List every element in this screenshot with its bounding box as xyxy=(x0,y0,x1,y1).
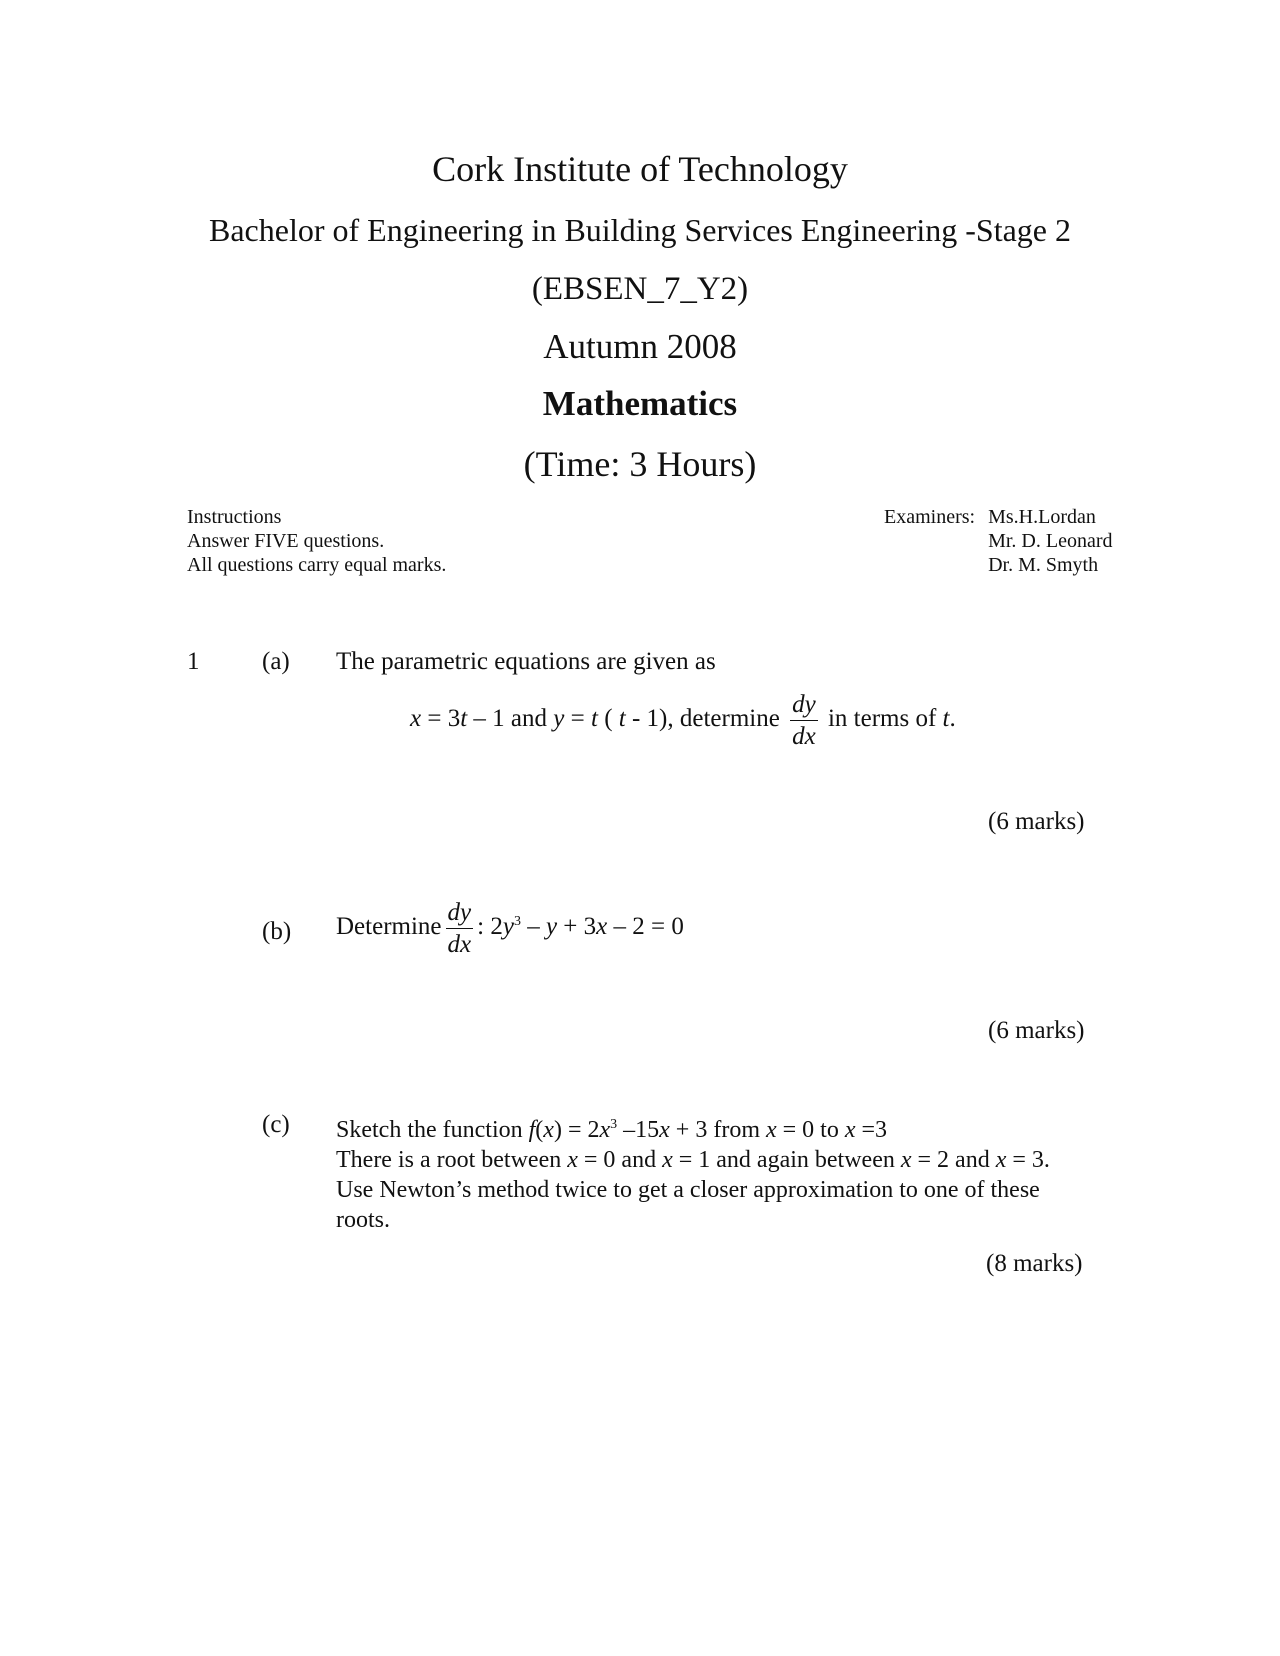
var-y: y xyxy=(545,913,558,941)
part-b-label: (b) xyxy=(262,918,292,945)
eq-text: = 2 and xyxy=(911,1147,996,1173)
eq-text: in terms of xyxy=(827,705,943,733)
fraction-numerator: dy xyxy=(790,692,818,721)
part-c-line-2 xyxy=(336,1145,1050,1175)
subject-title: Mathematics xyxy=(542,384,738,423)
eq-text: ) = 2 xyxy=(553,1117,600,1143)
var-t: t xyxy=(942,705,950,733)
eq-text: =3 xyxy=(855,1117,888,1143)
examiner-name: Dr. M. Smyth xyxy=(988,554,1099,576)
var-f: f xyxy=(528,1117,536,1143)
var-x: x xyxy=(662,1147,673,1173)
part-c-line-3: Use Newton’s method twice to get a closer approximation to one of these xyxy=(336,1177,1040,1203)
eq-text: – 1 and xyxy=(467,705,554,733)
derivative-fraction xyxy=(790,692,818,749)
eq-text: = 3 xyxy=(421,705,461,733)
exam-duration: (Time: 3 Hours) xyxy=(523,444,757,484)
eq-text: ( xyxy=(597,705,619,733)
question-number: 1 xyxy=(187,648,200,675)
part-c-line-4: roots. xyxy=(336,1207,390,1233)
eq-text: There is a root between xyxy=(336,1147,568,1173)
eq-text: = 1 and again between xyxy=(672,1147,901,1173)
var-x: x xyxy=(410,705,422,733)
var-x: x xyxy=(765,1117,777,1143)
var-x: x xyxy=(659,1117,670,1143)
examiner-name: Ms.H.Lordan xyxy=(988,506,1096,528)
instruction-line: Answer FIVE questions. xyxy=(187,530,385,552)
var-t: t xyxy=(460,705,468,733)
var-y: y xyxy=(502,913,514,941)
var-x: x xyxy=(599,1117,611,1143)
examiner-name: Mr. D. Leonard xyxy=(988,530,1113,552)
part-c-text xyxy=(336,1110,1050,1235)
institution-title: Cork Institute of Technology xyxy=(432,149,848,189)
eq-text: ( xyxy=(535,1117,544,1143)
var-t: t xyxy=(591,705,598,733)
var-y: y xyxy=(553,705,565,733)
fraction-denominator: dx xyxy=(792,723,816,750)
eq-text: Determine xyxy=(336,913,442,941)
programme-title: Bachelor of Engineering in Building Services Engineering -Stage 2 xyxy=(209,212,1071,248)
eq-text: : 2 xyxy=(477,913,503,941)
exponent: 3 xyxy=(610,1117,618,1132)
eq-text: = xyxy=(564,705,591,733)
var-x: x xyxy=(900,1147,912,1173)
part-a-intro: The parametric equations are given as xyxy=(336,648,716,675)
exponent: 3 xyxy=(513,913,521,929)
eq-text: – xyxy=(520,913,546,941)
examiners-block xyxy=(884,505,1113,577)
eq-text: = 0 and xyxy=(577,1147,663,1173)
eq-text: + 3 from xyxy=(669,1117,766,1143)
var-x: x xyxy=(596,913,608,941)
var-x: x xyxy=(543,1117,554,1143)
eq-text: – 2 = 0 xyxy=(607,913,684,941)
eq-text: = 3. xyxy=(1006,1147,1050,1173)
part-c-line-1 xyxy=(336,1110,1050,1145)
part-c-label: (c) xyxy=(262,1111,290,1138)
eq-text: –15 xyxy=(617,1117,660,1143)
instructions-heading: Instructions xyxy=(187,506,282,528)
eq-text: + 3 xyxy=(557,913,597,941)
programme-code: (EBSEN_7_Y2) xyxy=(531,271,749,307)
var-x: x xyxy=(567,1147,578,1173)
eq-text: - 1), determine xyxy=(625,705,780,733)
exam-session: Autumn 2008 xyxy=(543,327,737,366)
examiners-label: Examiners: xyxy=(884,506,976,528)
part-b-equation xyxy=(336,900,684,957)
derivative-fraction xyxy=(446,900,474,957)
fraction-denominator: dx xyxy=(447,931,472,958)
instruction-line: All questions carry equal marks. xyxy=(187,554,447,576)
part-a-equation xyxy=(410,692,956,749)
part-b-marks: (6 marks) xyxy=(988,1017,1085,1044)
part-c-marks: (8 marks) xyxy=(986,1250,1083,1277)
eq-text: = 0 to xyxy=(776,1117,845,1143)
var-x: x xyxy=(844,1117,856,1143)
part-a-marks: (6 marks) xyxy=(988,808,1085,835)
fraction-numerator: dy xyxy=(446,900,474,929)
var-t: t xyxy=(618,705,626,733)
eq-text: . xyxy=(949,705,956,733)
var-x: x xyxy=(995,1147,1007,1173)
part-a-label: (a) xyxy=(262,648,290,675)
instructions-block xyxy=(187,505,446,577)
eq-text: Sketch the function xyxy=(336,1117,529,1143)
